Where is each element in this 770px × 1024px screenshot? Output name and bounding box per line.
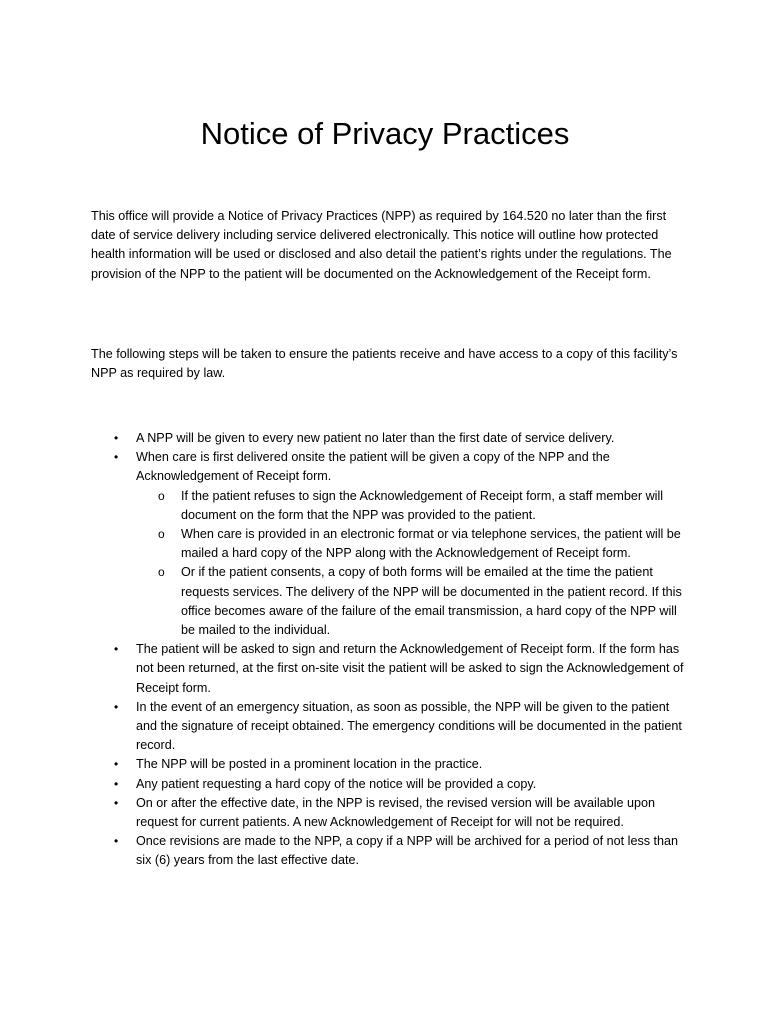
list-item-text: The NPP will be posted in a prominent location in the practice. — [136, 757, 483, 772]
bullet-icon: • — [114, 757, 119, 772]
bullet-icon: • — [114, 795, 119, 810]
list-item-text: A NPP will be given to every new patient no later than the first date of service delivery. — [136, 431, 615, 445]
list-item-text: In the event of an emergency situation, as soon as possible, the NPP will be given to the patient and the signature of receipt obtained. The emergency conditions will be documented in the patient record. — [136, 699, 682, 753]
bullet-icon: • — [114, 699, 119, 714]
steps-list — [91, 429, 691, 871]
sub-list — [136, 487, 691, 641]
sub-list-item — [136, 487, 691, 525]
bullet-icon: • — [114, 450, 119, 465]
intro-paragraph: This office will provide a Notice of Privacy Practices (NPP) as required by 164.520 no later than the first date of service delivery including service delivered electronically. This notice will outline how protected health information will be used or disclosed and also detail the patient’s rights under the regulations. The provision of the NPP to the patient will be documented on the Acknowledgement of the Receipt form. — [91, 209, 672, 281]
sub-list-item — [136, 563, 691, 640]
sub-list-item-text: Or if the patient consents, a copy of both forms will be emailed at the time the patient requests services. The delivery of the NPP will be documented in the patient record. If this office becomes aware of the failure of the email transmission, a hard copy of the NPP will be mailed to the individual. — [181, 565, 682, 638]
bullet-icon: • — [114, 834, 119, 849]
list-item — [91, 794, 691, 832]
list-item-text: Once revisions are made to the NPP, a copy if a NPP will be archived for a period of not less than six (6) years from the last effective date. — [136, 834, 679, 868]
list-item-text: When care is first delivered onsite the patient will be given a copy of the NPP and the Acknowledgement of Receipt form. — [136, 450, 610, 484]
list-item — [91, 775, 691, 794]
list-item — [91, 448, 691, 640]
list-item — [91, 832, 691, 870]
list-item — [91, 640, 691, 698]
circle-bullet-icon: o — [158, 565, 165, 580]
list-item-text: On or after the effective date, in the NPP is revised, the revised version will be available upon request for current patients. A new Acknowledgement of Receipt for will not be required. — [136, 795, 655, 830]
sub-list-item-text: When care is provided in an electronic format or via telephone services, the patient will be mailed a hard copy of the NPP along with the Acknowledgement of Receipt form. — [181, 527, 681, 561]
bullet-icon: • — [114, 642, 119, 657]
page-title: Notice of Privacy Practices — [200, 115, 570, 151]
bullet-icon: • — [114, 776, 119, 791]
list-item — [91, 429, 691, 448]
sub-list-item-text: If the patient refuses to sign the Acknowledgement of Receipt form, a staff member will document on the form that the NPP was provided to the patient. — [181, 488, 664, 522]
circle-bullet-icon: o — [158, 488, 165, 503]
circle-bullet-icon: o — [158, 527, 165, 542]
steps-intro-paragraph: The following steps will be taken to ensure the patients receive and have access to a copy of this facility’s NPP as required by law. — [91, 347, 678, 381]
bullet-icon: • — [114, 431, 119, 445]
sub-list-item — [136, 525, 691, 563]
list-item — [91, 755, 691, 774]
list-item — [91, 698, 691, 756]
list-item-text: The patient will be asked to sign and return the Acknowledgement of Receipt form. If the form has not been returned, at the first on-site visit the patient will be asked to sign the Acknowledgement of Receipt form. — [136, 642, 684, 695]
list-item-text: Any patient requesting a hard copy of the notice will be provided a copy. — [136, 776, 537, 791]
